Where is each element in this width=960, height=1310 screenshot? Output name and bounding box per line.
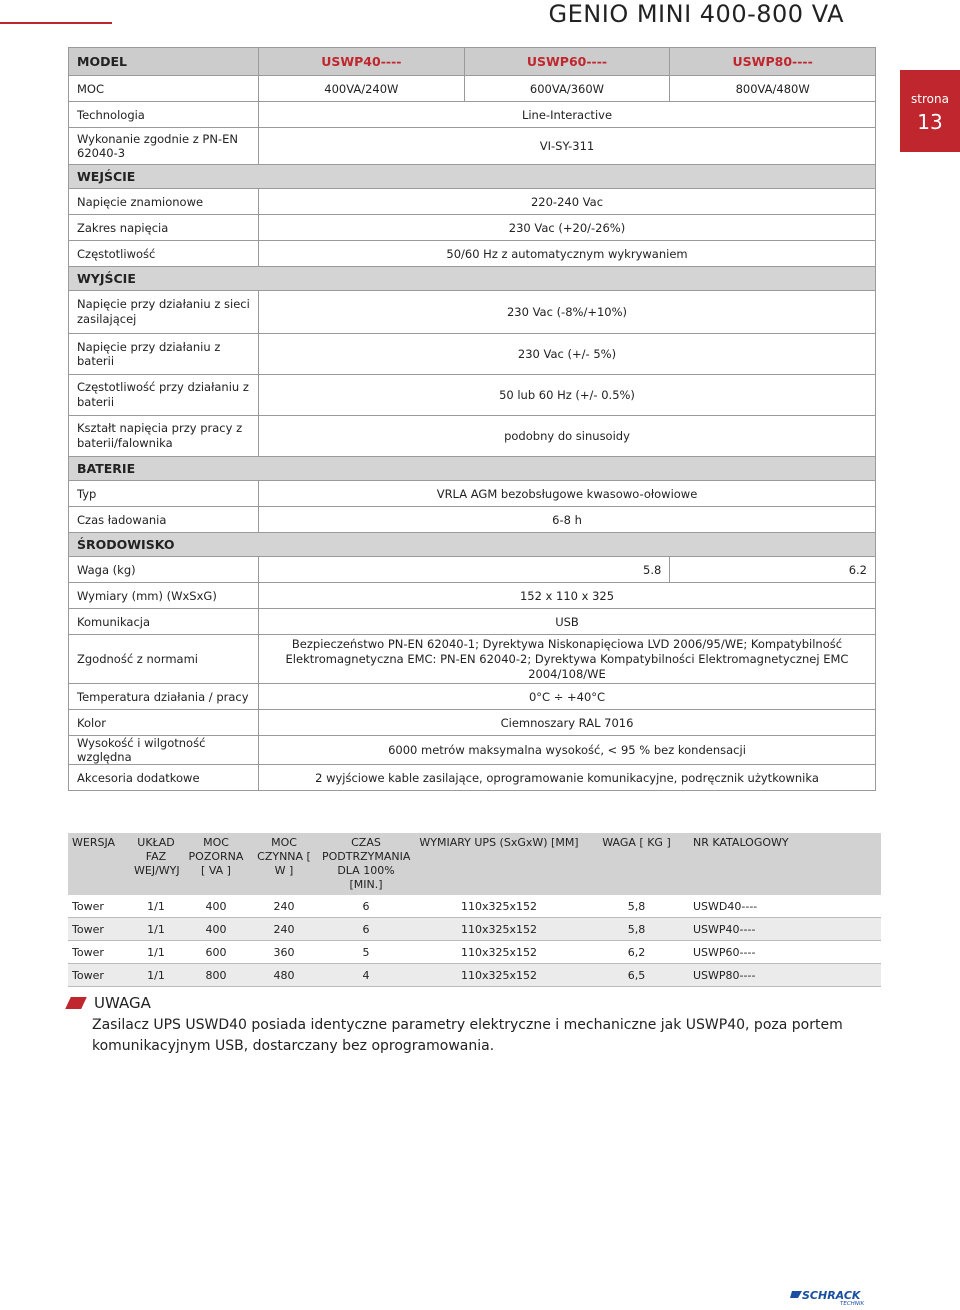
top-accent-line — [0, 22, 112, 24]
logo-subtext: TECHNIK — [840, 1301, 865, 1306]
spec-label: Wykonanie zgodnie z PN-EN 62040-3 — [69, 128, 259, 165]
spec-label: MOC — [69, 76, 259, 102]
table-row — [68, 964, 881, 987]
spec-row — [69, 375, 876, 416]
note-heading — [68, 994, 151, 1012]
spec-label: Waga (kg) — [69, 557, 259, 583]
spec-value: 6000 metrów maksymalna wysokość, < 95 % bez kondensacji — [259, 736, 876, 765]
spec-value: 6.2 — [670, 557, 876, 583]
spec-label: Akcesoria dodatkowe — [69, 765, 259, 791]
cell-active-power: 480 — [250, 964, 318, 987]
cell-dimensions: 110x325x152 — [414, 918, 584, 941]
note-text: Zasilacz UPS USWD40 posiada identyczne parametry elektryczne i mechaniczne jak USWP40, poza portem komunikacyjnym USB, dostarczany bez oprogramowania. — [92, 1017, 843, 1054]
cell-version: Tower — [68, 941, 130, 964]
spec-row — [69, 507, 876, 533]
spec-value: USB — [259, 609, 876, 635]
spec-row — [69, 583, 876, 609]
spec-table — [68, 47, 876, 791]
spec-row — [69, 635, 876, 684]
spec-value: VI-SY-311 — [259, 128, 876, 165]
section-title: WEJŚCIE — [69, 165, 876, 189]
spec-row — [69, 102, 876, 128]
cell-apparent-power: 600 — [182, 941, 250, 964]
cell-backup-time: 4 — [318, 964, 414, 987]
spec-value: 230 Vac (+/- 5%) — [259, 334, 876, 375]
spec-row — [69, 609, 876, 635]
catalog-table — [68, 833, 881, 987]
cell-weight: 5,8 — [584, 918, 689, 941]
spec-label: Typ — [69, 481, 259, 507]
cell-catalog-number: USWP80---- — [689, 964, 881, 987]
cell-version: Tower — [68, 918, 130, 941]
page-number-badge — [900, 70, 960, 152]
table-row — [68, 895, 881, 918]
cell-backup-time: 6 — [318, 895, 414, 918]
logo-text: SCHRACK — [802, 1289, 861, 1302]
cell-catalog-number: USWP40---- — [689, 918, 881, 941]
table-row — [68, 918, 881, 941]
cell-dimensions: 110x325x152 — [414, 895, 584, 918]
spec-value: 800VA/480W — [670, 76, 876, 102]
section-row — [69, 533, 876, 557]
spec-row — [69, 710, 876, 736]
spec-row — [69, 241, 876, 267]
model-label: MODEL — [69, 48, 259, 76]
spec-row — [69, 189, 876, 215]
col-header-version: WERSJA — [68, 833, 130, 895]
spec-value: 50 lub 60 Hz (+/- 0.5%) — [259, 375, 876, 416]
cell-version: Tower — [68, 895, 130, 918]
spec-row — [69, 481, 876, 507]
spec-value: 600VA/360W — [464, 76, 670, 102]
section-row — [69, 267, 876, 291]
spec-value: 152 x 110 x 325 — [259, 583, 876, 609]
section-title: ŚRODOWISKO — [69, 533, 876, 557]
cell-catalog-number: USWD40---- — [689, 895, 881, 918]
spec-value: 0°C ÷ +40°C — [259, 684, 876, 710]
cell-dimensions: 110x325x152 — [414, 964, 584, 987]
spec-label: Wymiary (mm) (WxSxG) — [69, 583, 259, 609]
catalog-header-row — [68, 833, 881, 895]
schrack-logo — [790, 1288, 876, 1306]
spec-label: Kształt napięcia przy pracy z baterii/falownika — [69, 416, 259, 457]
spec-label: Napięcie znamionowe — [69, 189, 259, 215]
spec-value: 2 wyjściowe kable zasilające, oprogramowanie komunikacyjne, podręcznik użytkownika — [259, 765, 876, 791]
col-header-apparent-power: MOC POZORNA [ VA ] — [182, 833, 250, 895]
spec-row — [69, 215, 876, 241]
spec-label: Częstotliwość — [69, 241, 259, 267]
cell-phase: 1/1 — [130, 895, 182, 918]
spec-value: 50/60 Hz z automatycznym wykrywaniem — [259, 241, 876, 267]
spec-label: Napięcie przy działaniu z baterii — [69, 334, 259, 375]
model-name: USWP40---- — [259, 48, 465, 76]
spec-row — [69, 76, 876, 102]
cell-dimensions: 110x325x152 — [414, 941, 584, 964]
section-title: WYJŚCIE — [69, 267, 876, 291]
spec-row — [69, 416, 876, 457]
col-header-catalog-number: NR KATALOGOWY — [689, 833, 881, 895]
cell-weight: 6,2 — [584, 941, 689, 964]
cell-apparent-power: 400 — [182, 918, 250, 941]
spec-row — [69, 684, 876, 710]
section-row — [69, 165, 876, 189]
cell-phase: 1/1 — [130, 941, 182, 964]
col-header-active-power: MOC CZYNNA [ W ] — [250, 833, 318, 895]
col-header-phase: UKŁAD FAZ WEJ/WYJ — [130, 833, 182, 895]
section-title: BATERIE — [69, 457, 876, 481]
cell-active-power: 240 — [250, 918, 318, 941]
spec-row — [69, 557, 876, 583]
cell-weight: 6,5 — [584, 964, 689, 987]
spec-value: 220-240 Vac — [259, 189, 876, 215]
spec-value: VRLA AGM bezobsługowe kwasowo-ołowiowe — [259, 481, 876, 507]
col-header-dimensions: WYMIARY UPS (SxGxW) [MM] — [414, 833, 584, 895]
spec-row — [69, 736, 876, 765]
col-header-backup-time: CZAS PODTRZYMANIA DLA 100% [MIN.] — [318, 833, 414, 895]
spec-row — [69, 291, 876, 334]
spec-label: Zakres napięcia — [69, 215, 259, 241]
spec-label: Wysokość i wilgotność względna — [69, 736, 259, 765]
spec-value: Line-Interactive — [259, 102, 876, 128]
spec-value: 230 Vac (+20/-26%) — [259, 215, 876, 241]
spec-value: podobny do sinusoidy — [259, 416, 876, 457]
section-row — [69, 457, 876, 481]
page-title: GENIO MINI 400-800 VA — [548, 0, 844, 28]
model-name: USWP80---- — [670, 48, 876, 76]
model-name: USWP60---- — [464, 48, 670, 76]
table-row — [68, 941, 881, 964]
cell-weight: 5,8 — [584, 895, 689, 918]
cell-phase: 1/1 — [130, 964, 182, 987]
col-header-weight: WAGA [ KG ] — [584, 833, 689, 895]
spec-header-row — [69, 48, 876, 76]
spec-label: Technologia — [69, 102, 259, 128]
note-title: UWAGA — [94, 994, 151, 1012]
spec-label: Temperatura działania / pracy — [69, 684, 259, 710]
spec-value: 5.8 — [259, 557, 670, 583]
spec-value: 400VA/240W — [259, 76, 465, 102]
cell-apparent-power: 400 — [182, 895, 250, 918]
note-marker-icon — [65, 997, 87, 1009]
spec-value: Bezpieczeństwo PN-EN 62040-1; Dyrektywa Niskonapięciowa LVD 2006/95/WE; Kompatybilność Elektromagnetyczna EMC: PN-EN 62040-2; Dyrektywa Kompatybilności Elektromagnetycznej EMC 2004/108/WE — [259, 635, 876, 684]
cell-active-power: 360 — [250, 941, 318, 964]
cell-backup-time: 6 — [318, 918, 414, 941]
spec-value: 230 Vac (-8%/+10%) — [259, 291, 876, 334]
spec-label: Czas ładowania — [69, 507, 259, 533]
spec-row — [69, 128, 876, 165]
spec-label: Komunikacja — [69, 609, 259, 635]
page-label: strona — [911, 92, 949, 106]
spec-label: Kolor — [69, 710, 259, 736]
page-number: 13 — [917, 110, 943, 134]
spec-row — [69, 334, 876, 375]
cell-backup-time: 5 — [318, 941, 414, 964]
spec-value: Ciemnoszary RAL 7016 — [259, 710, 876, 736]
cell-apparent-power: 800 — [182, 964, 250, 987]
cell-phase: 1/1 — [130, 918, 182, 941]
cell-catalog-number: USWP60---- — [689, 941, 881, 964]
spec-label: Częstotliwość przy działaniu z baterii — [69, 375, 259, 416]
spec-row — [69, 765, 876, 791]
cell-active-power: 240 — [250, 895, 318, 918]
spec-label: Zgodność z normami — [69, 635, 259, 684]
cell-version: Tower — [68, 964, 130, 987]
spec-value: 6-8 h — [259, 507, 876, 533]
spec-label: Napięcie przy działaniu z sieci zasilającej — [69, 291, 259, 334]
